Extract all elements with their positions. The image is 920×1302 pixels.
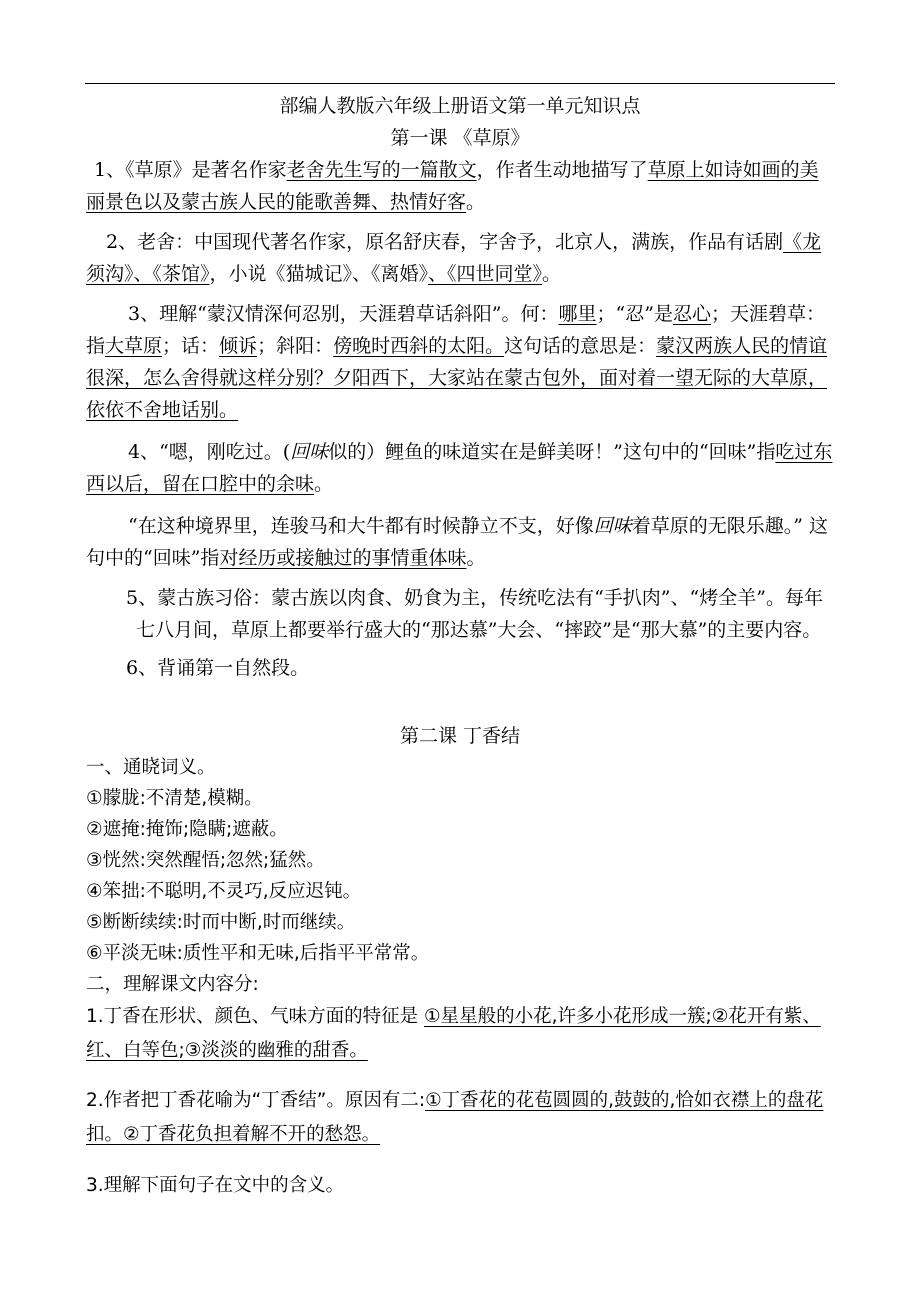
lesson1-paragraph-1: 1、《草原》是著名作家老舍先生写的一篇散文，作者生动地描写了草原上如诗如画的美丽景色以及蒙古族人民的能歌善舞、热情好客。 xyxy=(86,159,819,213)
lesson1-paragraph-4: 4、“嗯，刚吃过。(回味似的）鲤鱼的味道实在是鲜美呀！”这句中的“回味”指吃过东西以后，留在口腔中的余味。 xyxy=(86,441,833,495)
word-item-5: ⑤断断续续:时而中断,时而继续。 xyxy=(86,912,356,933)
question-3: 3.理解下面句子在文中的含义。 xyxy=(86,1175,345,1196)
word-item-6: ⑥平淡无味:质性平和无味,后指平平常常。 xyxy=(86,943,430,964)
document-body xyxy=(86,90,834,1201)
lesson1-paragraph-5: “在这种境界里，连骏马和大牛都有时候静立不支，好像回味着草原的无限乐趣。” 这句中的“回味”指对经历或接触过的事情重体味。 xyxy=(86,515,828,569)
section-2-heading: 二，理解课文内容分: xyxy=(86,974,259,995)
word-item-1: ①朦胧:不清楚,模糊。 xyxy=(86,788,263,809)
lesson1-paragraph-2: 2、老舍：中国现代著名作家，原名舒庆春，字舍予，北京人，满族，作品有话剧《龙须沟》、《茶馆》，小说《猫城记》、《离婚》、《四世同堂》。 xyxy=(86,231,822,285)
word-item-2: ②遮掩:掩饰;隐瞒;遮蔽。 xyxy=(86,819,288,840)
section-1-heading: 一、通晓词义。 xyxy=(86,757,216,778)
lesson2-body xyxy=(86,752,834,1201)
lesson2-heading: 第二课 丁香结 xyxy=(399,725,521,747)
word-item-3: ③恍然:突然醒悟;忽然;猛然。 xyxy=(86,850,325,871)
lesson1-heading: 第一课 《草原》 xyxy=(390,127,530,149)
document-title: 部编人教版六年级上册语文第一单元知识点 xyxy=(279,95,641,117)
lesson1-paragraph-6: 5、蒙古族习俗：蒙古族以肉食、奶食为主，传统吃法有“手扒肉”、“烤全羊”。每年七八月间，草原上都要举行盛大的“那达慕”大会、“摔跤”是“那大慕”的主要内容。 xyxy=(126,587,823,641)
word-item-4: ④笨拙:不聪明,不灵巧,反应迟钝。 xyxy=(86,881,362,902)
question-1: 1.丁香在形状、颜色、气味方面的特征是 ①星星般的小花,许多小花形成一簇;②花开有紫、红、白等色;③淡淡的幽雅的甜香。 xyxy=(86,1006,821,1061)
lesson1-paragraph-7: 6、背诵第一自然段。 xyxy=(126,657,310,679)
spacer xyxy=(86,684,834,714)
question-2: 2.作者把丁香花喻为“丁香结”。原因有二:①丁香花的花苞圆圆的,鼓鼓的,恰如衣襟上的盘花扣。②丁香花负担着解不开的愁怨。 xyxy=(86,1090,824,1145)
lesson1-paragraph-3: 3、理解“蒙汉情深何忍别，天涯碧草话斜阳”。何：哪里；“忍”是忍心；天涯碧草：指大草原；话：倾诉；斜阳：傍晚时西斜的太阳。这句话的意思是：蒙汉两族人民的情谊很深，怎么舍得就这样分别？夕阳西下，大家站在蒙古包外，面对着一望无际的大草原，依依不舍地话别。 xyxy=(86,303,828,421)
header-rule xyxy=(85,83,835,84)
